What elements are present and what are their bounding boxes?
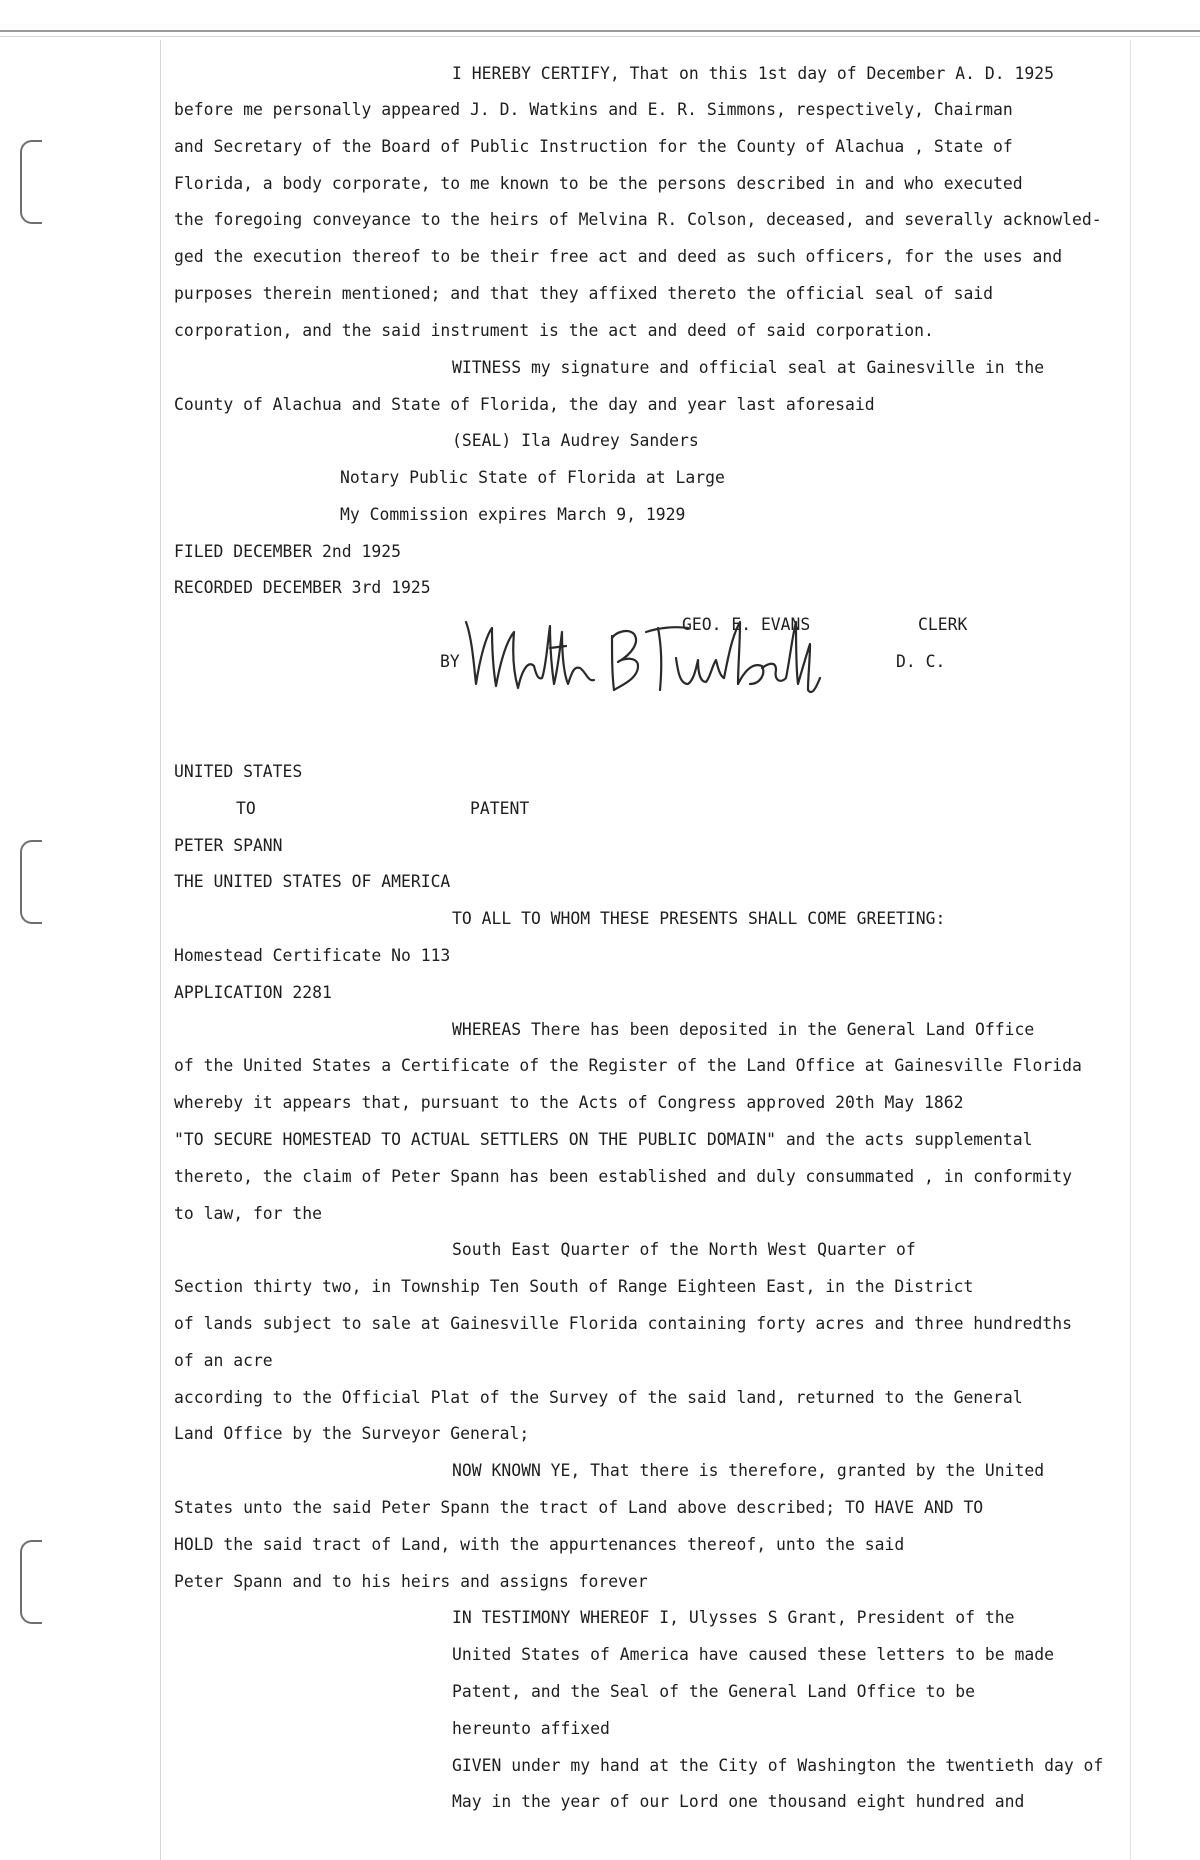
text-line: Peter Spann and to his heirs and assigns forever — [174, 1572, 648, 1591]
margin-rule — [160, 40, 161, 1860]
text-line: South East Quarter of the North West Quarter of — [452, 1240, 916, 1259]
text-line: according to the Official Plat of the Survey of the said land, returned to the General — [174, 1388, 1023, 1407]
text-line: RECORDED DECEMBER 3rd 1925 — [174, 578, 431, 597]
text-line: Section thirty two, in Township Ten South of Range Eighteen East, in the District — [174, 1277, 974, 1296]
text-line: the foregoing conveyance to the heirs of Melvina R. Colson, deceased, and severally acknowled- — [174, 210, 1102, 229]
text-line: Notary Public State of Florida at Large — [340, 468, 725, 487]
text-line: and Secretary of the Board of Public Instruction for the County of Alachua , State of — [174, 137, 1013, 156]
text-line: May in the year of our Lord one thousand eight hundred and — [452, 1792, 1025, 1811]
text-line: PETER SPANN — [174, 836, 283, 855]
text-line: ged the execution thereof to be their free act and deed as such officers, for the uses and — [174, 247, 1063, 266]
text-line: FILED DECEMBER 2nd 1925 — [174, 542, 401, 561]
text-line: United States of America have caused these letters to be made — [452, 1645, 1054, 1664]
text-line: UNITED STATES — [174, 762, 303, 781]
text-line: before me personally appeared J. D. Watkins and E. R. Simmons, respectively, Chairman — [174, 100, 1013, 119]
text-line: PATENT — [470, 799, 530, 818]
text-line: D. C. — [896, 652, 946, 671]
punch-hole — [20, 1540, 42, 1624]
text-line: County of Alachua and State of Florida, the day and year last aforesaid — [174, 395, 875, 414]
text-line: Florida, a body corporate, to me known to be the persons described in and who executed — [174, 174, 1023, 193]
text-line: TO ALL TO WHOM THESE PRESENTS SHALL COME GREETING: — [452, 909, 946, 928]
text-line: (SEAL) Ila Audrey Sanders — [452, 431, 699, 450]
text-line: of an acre — [174, 1351, 273, 1370]
scan-edge-line — [0, 30, 1200, 32]
text-line: whereby it appears that, pursuant to the Acts of Congress approved 20th May 1862 — [174, 1093, 964, 1112]
margin-rule — [1130, 40, 1131, 1860]
text-line: of the United States a Certificate of the Register of the Land Office at Gainesville Florida — [174, 1056, 1082, 1075]
text-line: CLERK — [918, 615, 968, 634]
text-line: IN TESTIMONY WHEREOF I, Ulysses S Grant, President of the — [452, 1608, 1015, 1627]
text-line: GIVEN under my hand at the City of Washington the twentieth day of — [452, 1756, 1104, 1775]
text-line: "TO SECURE HOMESTEAD TO ACTUAL SETTLERS ON THE PUBLIC DOMAIN" and the acts supplemental — [174, 1130, 1033, 1149]
text-line: States unto the said Peter Spann the tract of Land above described; TO HAVE AND TO — [174, 1498, 984, 1517]
text-line: corporation, and the said instrument is the act and deed of said corporation. — [174, 321, 934, 340]
text-line: Patent, and the Seal of the General Land Office to be — [452, 1682, 976, 1701]
text-line: TO — [236, 799, 256, 818]
text-line: NOW KNOWN YE, That there is therefore, granted by the United — [452, 1461, 1045, 1480]
text-line: hereunto affixed — [452, 1719, 610, 1738]
text-line: of lands subject to sale at Gainesville Florida containing forty acres and three hundredths — [174, 1314, 1072, 1333]
handwritten-signature — [462, 608, 822, 708]
text-line: GEO. E. EVANS — [682, 615, 811, 634]
text-line: My Commission expires March 9, 1929 — [340, 505, 686, 524]
scan-edge-line — [0, 36, 1200, 37]
text-line: to law, for the — [174, 1204, 323, 1223]
text-line: purposes therein mentioned; and that they affixed thereto the official seal of said — [174, 284, 994, 303]
punch-hole — [20, 840, 42, 924]
text-line: APPLICATION 2281 — [174, 983, 332, 1002]
text-line: Land Office by the Surveyor General; — [174, 1424, 530, 1443]
text-line: THE UNITED STATES OF AMERICA — [174, 872, 451, 891]
text-line: WHEREAS There has been deposited in the General Land Office — [452, 1020, 1035, 1039]
punch-hole — [20, 140, 42, 224]
text-line: Homestead Certificate No 113 — [174, 946, 451, 965]
text-line: I HEREBY CERTIFY, That on this 1st day of December A. D. 1925 — [452, 64, 1054, 83]
text-line: thereto, the claim of Peter Spann has been established and duly consummated , in conformity — [174, 1167, 1072, 1186]
text-line: WITNESS my signature and official seal at Gainesville in the — [452, 358, 1045, 377]
text-line: HOLD the said tract of Land, with the appurtenances thereof, unto the said — [174, 1535, 905, 1554]
text-line: BY — [440, 652, 460, 671]
